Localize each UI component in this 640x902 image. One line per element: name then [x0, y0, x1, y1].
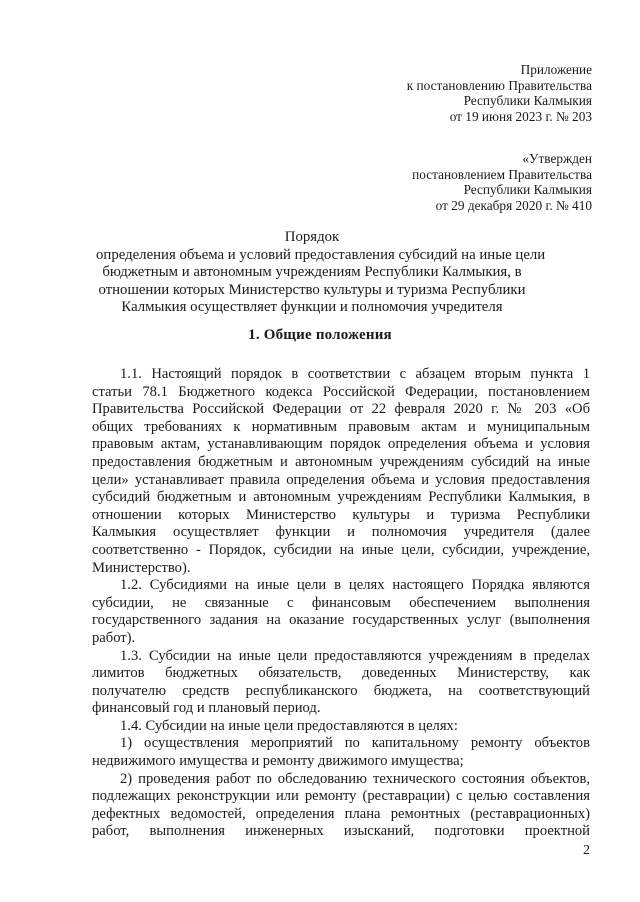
annex-header	[407, 62, 592, 124]
approved-line: Республики Калмыкия	[463, 182, 592, 197]
text-line: цели» устанавливает правила определения объема и условия предоставления	[92, 471, 590, 488]
approved-line: «Утвержден	[522, 151, 592, 166]
list-item-1	[92, 735, 590, 770]
text-line: правовым актам, устанавливающим порядок определения объема и условия	[92, 436, 590, 453]
text-line: государственного задания на оказание государственных услуг (выполнения	[92, 612, 590, 629]
title-line: определения объема и условий предоставления субсидий на иные цели	[96, 246, 546, 263]
text-line: работ, выполнения инженерных изысканий, подготовки проектной	[92, 823, 590, 840]
document-title	[96, 229, 546, 317]
document-body	[92, 366, 590, 841]
approval-stamp-text	[412, 151, 592, 213]
annex-line: от 19 июня 2023 г. № 203	[449, 108, 592, 124]
annex-line: Приложение	[520, 62, 592, 77]
annex-line: к постановлению Правительства	[406, 77, 592, 93]
text-line: Калмыкия осуществляет функции и полномочия учредителя (далее	[92, 524, 590, 541]
paragraph-1-4	[92, 718, 590, 736]
title-line: бюджетным и автономным учреждениям Республики Калмыкия, в	[102, 264, 522, 280]
page-number: 2	[583, 843, 590, 858]
text-line: субсидии, не связанные с финансовым обеспечением выполнения	[92, 594, 590, 611]
text-line: отношении которых Министерство культуры и туризма Республики	[92, 506, 590, 523]
title-line: Калмыкия осуществляет функции и полномочия учредителя	[121, 299, 503, 315]
list-item-2	[92, 771, 590, 841]
title-line: отношении которых Министерство культуры и туризма Республики	[98, 281, 526, 298]
text-line: получателю средств республиканского бюджета, на соответствующий	[92, 682, 590, 699]
title-line: Порядок	[284, 229, 340, 245]
section-heading: 1. Общие положения	[248, 327, 392, 343]
text-line: финансовый год и плановый период.	[92, 700, 321, 717]
text-line: 1.1. Настоящий порядок в соответствии с абзацем вторым пункта 1	[120, 366, 590, 382]
annex-line: Республики Калмыкия	[463, 93, 592, 108]
text-line: работ).	[92, 629, 136, 646]
text-line: 1.3. Субсидии на иные цели предоставляются учреждениям в пределах	[120, 647, 590, 664]
text-line: Правительства Российской Федерации от 22 февраля 2020 г. № 203 «Об	[92, 401, 590, 418]
approved-line: от 29 декабря 2020 г. № 410	[435, 197, 592, 213]
text-line: субсидий бюджетным и автономным учреждениям Республики Калмыкия, в	[92, 489, 590, 506]
text-line: 1.2. Субсидиями на иные цели в целях настоящего Порядка являются	[120, 577, 590, 594]
text-line: дефектных ведомостей, определения плана ремонтных (реставрационных)	[92, 805, 590, 822]
approved-line: постановлением Правительства	[412, 166, 592, 182]
text-line: соответственно - Порядок, субсидии на иные цели, субсидии, учреждение,	[92, 541, 590, 558]
text-line: предоставления бюджетным и автономным учреждениям субсидий на иные	[92, 453, 590, 470]
text-line: статьи 78.1 Бюджетного кодекса Российской Федерации, постановлением	[92, 383, 590, 400]
paragraph-1-3	[92, 648, 590, 718]
text-line: недвижимого имущества и ремонту движимого имущества;	[92, 753, 464, 770]
text-line: подлежащих реконструкции или ремонту (реставрации) с целью составления	[92, 788, 590, 805]
text-line: 2) проведения работ по обследованию технического состояния объектов,	[120, 770, 590, 787]
text-line: лимитов бюджетных обязательств, доведенных Министерству, как	[92, 665, 590, 682]
paragraph-1-1	[92, 366, 590, 577]
text-line: 1.4. Субсидии на иные цели предоставляются в целях:	[120, 717, 458, 734]
text-line: Министерство).	[92, 559, 191, 576]
text-line: 1) осуществления мероприятий по капитальному ремонту объектов	[120, 735, 590, 752]
text-line: общих требованиях к нормативным правовым актам и муниципальным	[92, 418, 590, 435]
paragraph-1-2	[92, 577, 590, 647]
